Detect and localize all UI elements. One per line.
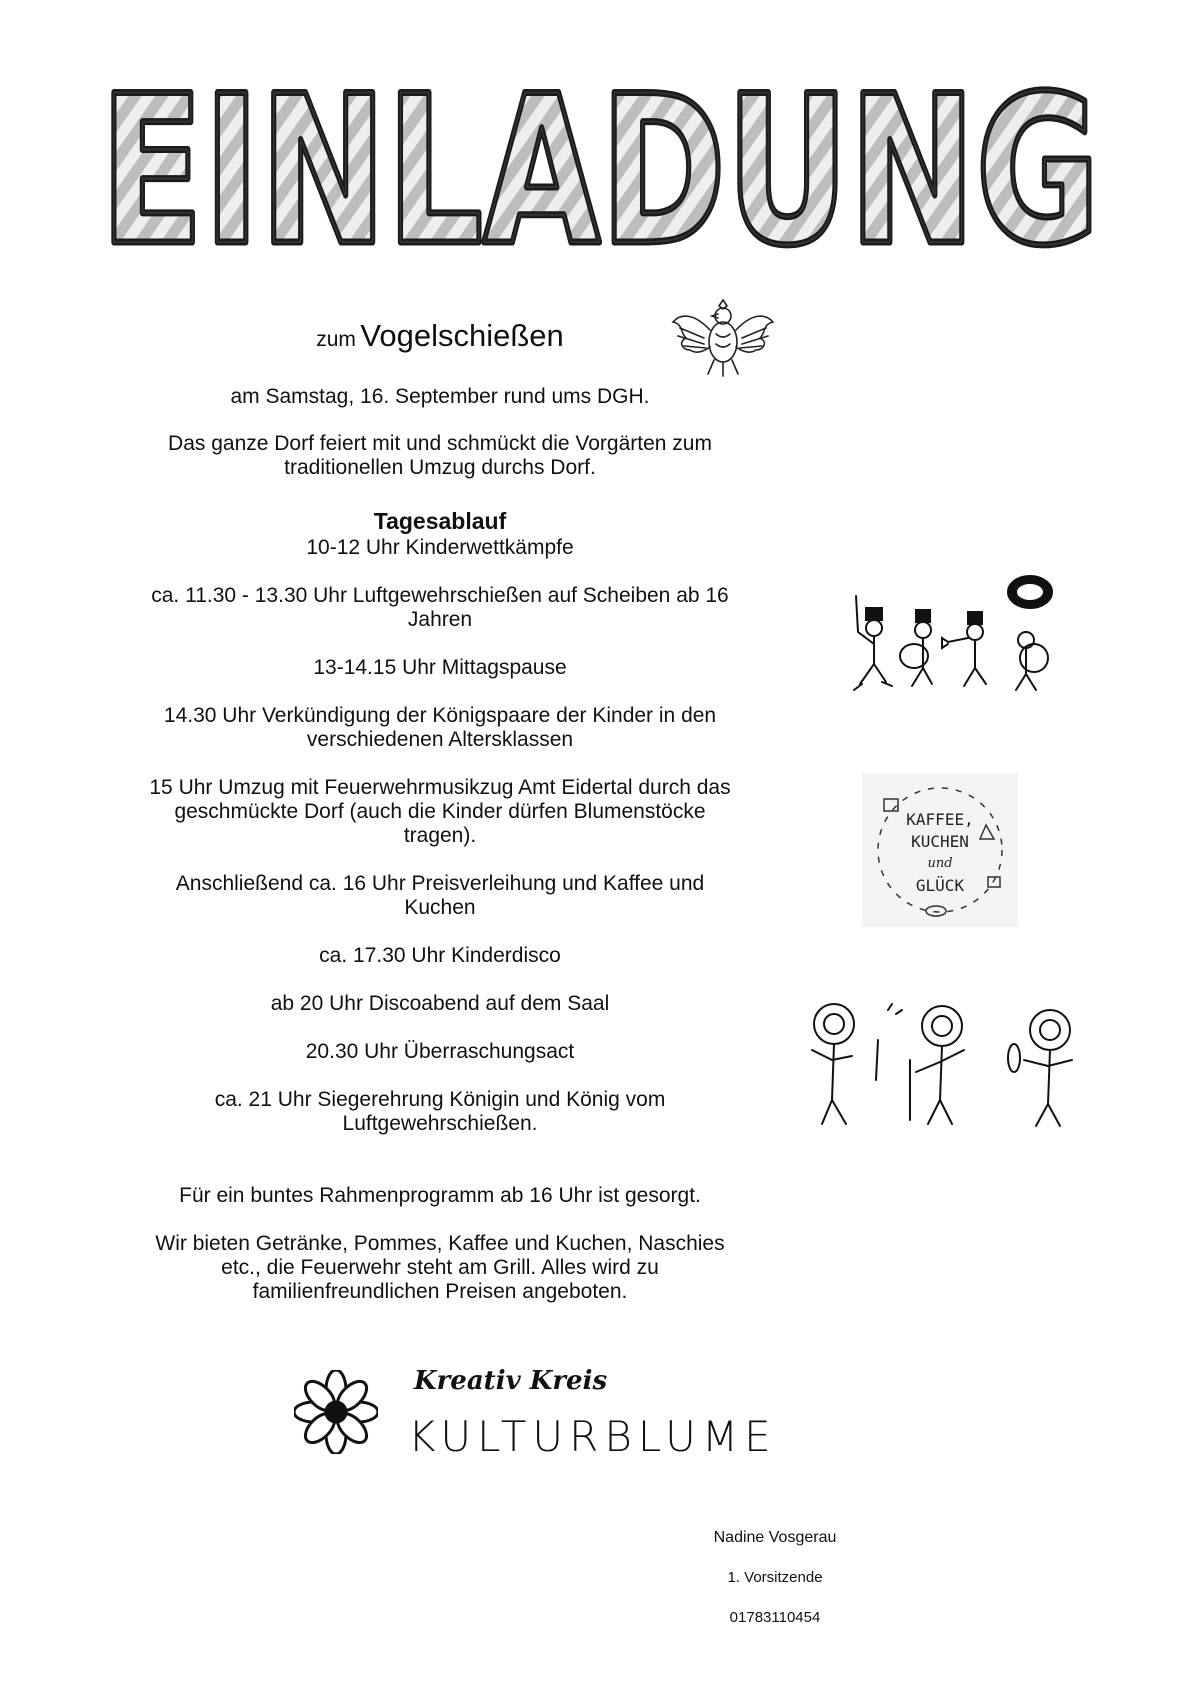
- title-text: EINLADUNG: [100, 62, 1100, 282]
- schedule-item: ca. 17.30 Uhr Kinderdisco: [319, 944, 561, 967]
- schedule-item: ca. 11.30 - 13.30 Uhr Luftgewehrschießen auf Scheiben ab 16 Jahren: [151, 584, 729, 631]
- coffee-badge-text: [862, 809, 1018, 897]
- dancing-flowers-icon: [792, 1000, 1092, 1140]
- date-line: am Samstag, 16. September rund ums DGH.: [230, 385, 650, 408]
- signature-name: Nadine Vosgerau: [713, 1529, 837, 1546]
- intro-text: Das ganze Dorf feiert mit und schmückt die Vorgärten zum traditionellen Umzug durchs Dorf.: [168, 432, 712, 479]
- schedule-item: ca. 21 Uhr Siegerehrung Königin und König vom Luftgewehrschießen.: [214, 1088, 666, 1135]
- coffee-badge-line: KAFFEE,: [906, 810, 974, 829]
- logo-line1: Kreativ Kreis: [414, 1366, 608, 1396]
- coffee-badge-line: GLÜCK: [915, 876, 965, 895]
- flower-right: [1008, 1010, 1072, 1126]
- signature-phone: 01783110454: [729, 1609, 821, 1626]
- logo-line2: KULTURBLUME: [408, 1412, 777, 1461]
- schedule-item: Anschließend ca. 16 Uhr Preisverleihung und Kaffee und Kuchen: [175, 872, 705, 919]
- flower-middle: [916, 1006, 964, 1124]
- schedule-item: 13-14.15 Uhr Mittagspause: [313, 656, 567, 679]
- coffee-badge-line: KUCHEN: [911, 832, 969, 851]
- coffee-badge-line: und: [927, 856, 953, 871]
- schedule-item: 10-12 Uhr Kinderwettkämpfe: [306, 536, 574, 559]
- schedule-item: ab 20 Uhr Discoabend auf dem Saal: [270, 992, 610, 1015]
- schedule-item: 20.30 Uhr Überraschungsact: [305, 1040, 575, 1063]
- eagle-icon: [668, 292, 778, 380]
- closing-text: Wir bieten Getränke, Pommes, Kaffee und Kuchen, Naschies etc., die Feuerwehr steht am Grill. Alles wird zu familienfreundlichen Preisen angeboten.: [155, 1232, 725, 1303]
- flower-left: [812, 1004, 854, 1124]
- schedule-heading: Tagesablauf: [373, 508, 507, 534]
- closing-text: Für ein buntes Rahmenprogramm ab 16 Uhr ist gesorgt.: [179, 1184, 701, 1207]
- schedule-heading-wrap: [115, 508, 765, 535]
- marching-band-icon: [828, 572, 1068, 702]
- title-banner: [85, 62, 1115, 282]
- lotus-flower-icon: [294, 1370, 378, 1454]
- subtitle-prefix: zum: [316, 328, 356, 351]
- signature-block: [690, 1508, 860, 1648]
- schedule-item: 15 Uhr Umzug mit Feuerwehrmusikzug Amt Eidertal durch das geschmückte Dorf (auch die Kinder dürfen Blumenstöcke tragen).: [149, 776, 731, 847]
- coffee-badge: [862, 773, 1018, 927]
- title-outline: EINLADUNG: [100, 62, 1100, 282]
- signature-role: 1. Vorsitzende: [727, 1569, 823, 1586]
- subtitle-main: Vogelschießen: [360, 318, 564, 353]
- schedule-item: 14.30 Uhr Verkündigung der Königspaare der Kinder in den verschiedenen Altersklassen: [163, 704, 717, 751]
